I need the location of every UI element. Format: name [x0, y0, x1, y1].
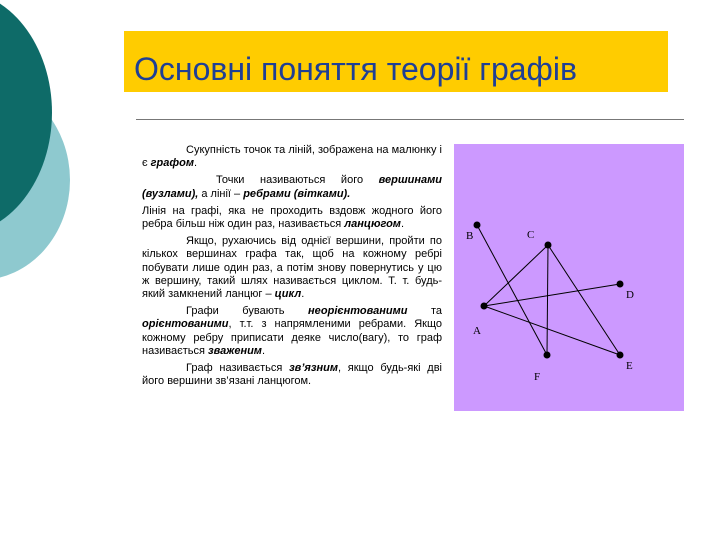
vertex-label-C: C — [527, 229, 535, 241]
paragraph-vertices — [142, 174, 442, 200]
term-vertices: вершинами (вузлами), — [142, 174, 442, 200]
paragraph-graph-types — [142, 305, 442, 358]
text-column — [142, 144, 442, 392]
edge-B-F — [477, 225, 547, 355]
vertex-C — [545, 242, 552, 249]
term-weighted: зваженим — [208, 344, 262, 357]
vertex-E — [617, 352, 624, 359]
graph-svg — [454, 144, 684, 411]
page-title: Основні поняття теорії графів — [134, 50, 577, 87]
text-run: Сукупність точок та ліній, зображена на малюнку і є — [142, 144, 442, 170]
text-run: Лінія на графі, яка не проходить вздовж жодного його ребра більш ніж один раз, називається — [142, 204, 442, 231]
vertex-label-D: D — [626, 289, 634, 301]
vertex-label-E: E — [626, 360, 633, 372]
term-undirected: неорієнтованими — [308, 305, 408, 318]
vertex-B — [474, 222, 481, 229]
term-directed: орієнтованими — [142, 318, 229, 331]
paragraph-cycle — [142, 235, 442, 301]
edge-A-E — [484, 306, 620, 355]
paragraph-chain — [142, 205, 442, 231]
paragraph-connected — [142, 362, 442, 388]
text-run: . — [400, 218, 404, 231]
divider — [136, 119, 684, 120]
text-run: Граф називається — [186, 362, 290, 375]
vertex-A — [481, 303, 488, 310]
text-run: Графи бувають — [186, 305, 309, 318]
term-chain: ланцюгом — [344, 218, 401, 231]
text-run: . — [261, 344, 266, 357]
text-run: . — [193, 157, 198, 170]
text-run: та — [407, 305, 442, 318]
text-run: а лінії – — [198, 187, 244, 200]
vertex-label-F: F — [534, 371, 541, 383]
text-run: . — [301, 288, 305, 301]
text-run: , т.т. з напрямленими ребрами. Якщо кожному ребру приписати деяке число(вагу), то граф називається — [142, 318, 442, 357]
text-run: , якщо будь-які дві його вершини зв’язані ланцюгом. — [142, 362, 443, 388]
term-edges: ребрами (вітками). — [243, 187, 351, 200]
text-run: Якщо, рухаючись від однієї вершини, пройти по кількох вершинах графа так, щоб на кожному ребрі побувати лише один раз, а потім знову повернутись у цю ж вершину, такий шлях називається циклом. Т. т. будь-який замкнений ланцюг – — [142, 235, 442, 301]
edge-A-D — [484, 284, 620, 306]
text-run: Точки називаються його — [216, 174, 379, 187]
vertex-label-A: A — [473, 325, 481, 337]
paragraph-graph — [142, 144, 442, 170]
title-box — [124, 31, 668, 92]
vertex-F — [544, 352, 551, 359]
vertex-D — [617, 281, 624, 288]
graph-diagram — [454, 144, 684, 411]
term-cycle: цикл — [274, 288, 302, 301]
edge-C-E — [548, 245, 620, 355]
term-graph: графом — [150, 157, 194, 170]
vertex-label-B: B — [466, 230, 474, 242]
edge-C-F — [547, 245, 548, 355]
term-connected: зв’язним — [289, 362, 338, 375]
